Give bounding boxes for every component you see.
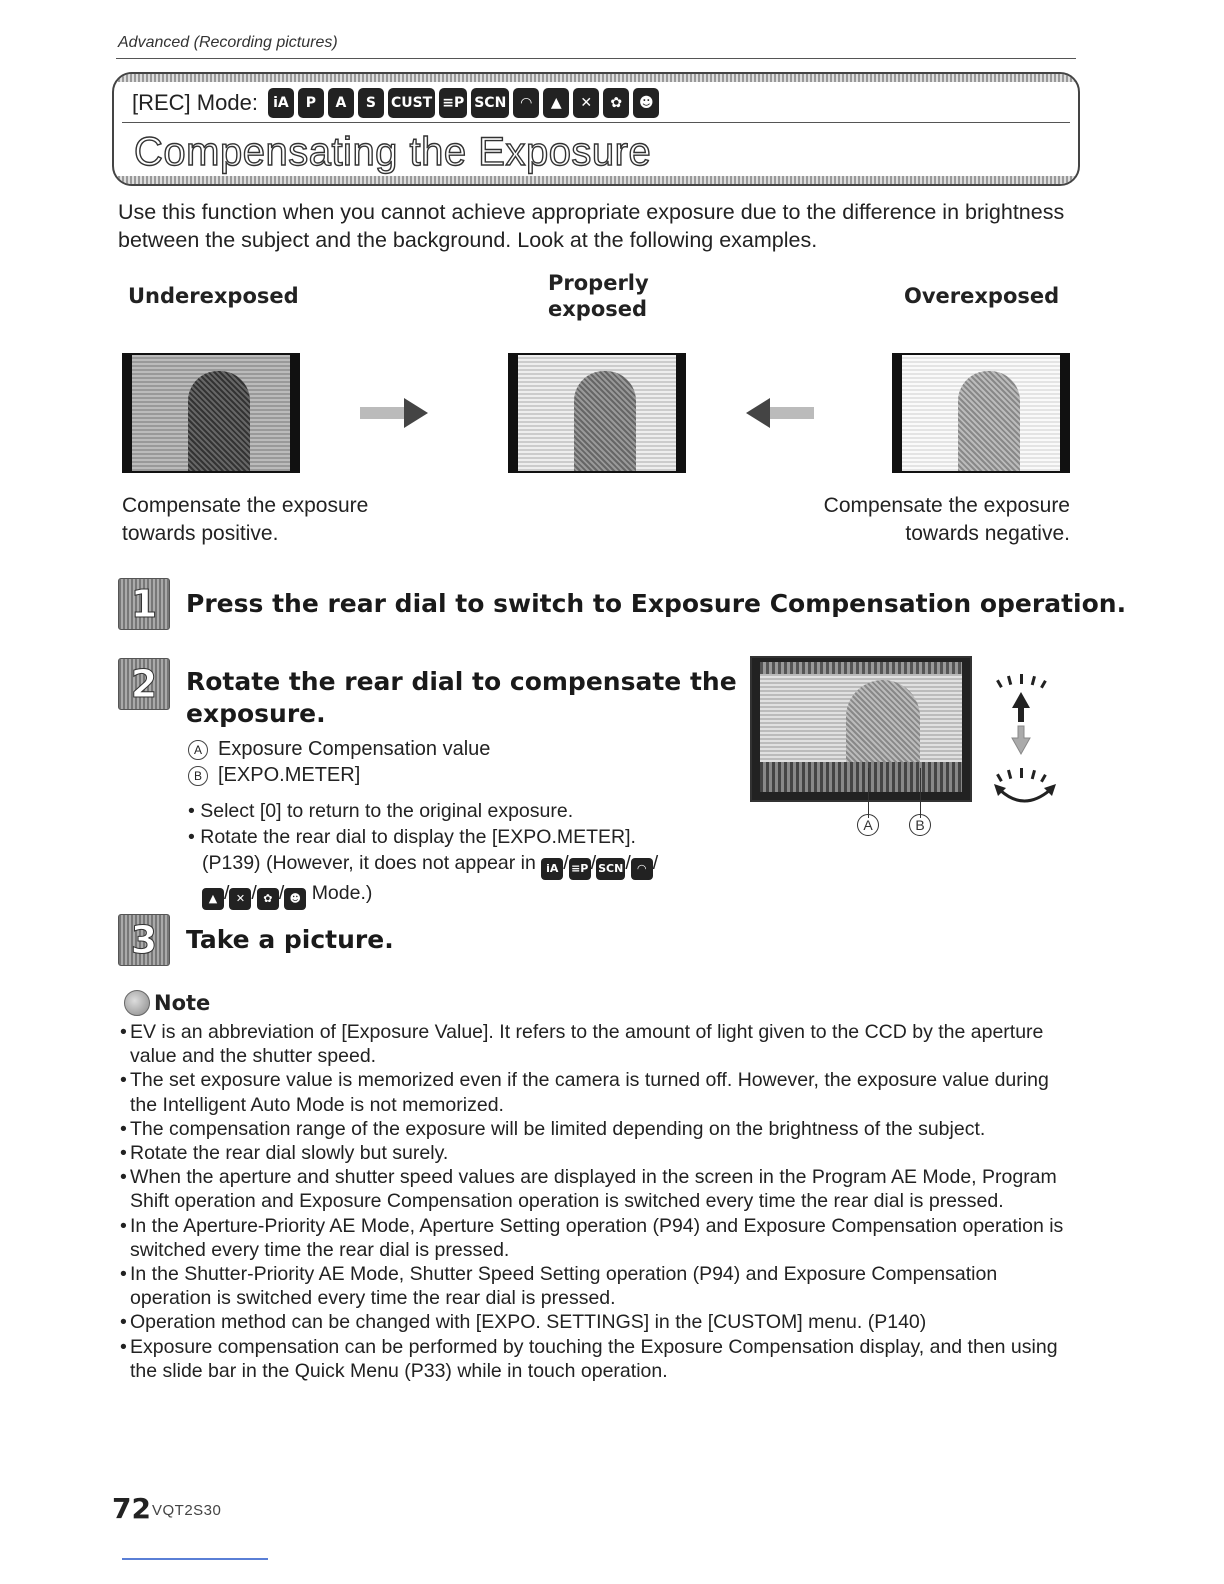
mode-night-portrait-icon: ☻ bbox=[633, 88, 659, 118]
expo-meter-bar bbox=[760, 762, 962, 792]
negative-caption bbox=[824, 492, 1070, 548]
rec-mode-label: [REC] Mode: bbox=[132, 90, 258, 115]
mode-cust-icon: CUST bbox=[388, 88, 435, 118]
note-item: • Exposure compensation can be performed by touching the Exposure Compensation display, and then using the slide bar in the Quick Menu (P33) while in touch operation. bbox=[114, 1335, 1074, 1383]
intro-paragraph: Use this function when you cannot achieve appropriate exposure due to the difference in brightness between the subject and the background. Look at the following examples. bbox=[118, 200, 1065, 252]
mode-ia-icon: iA bbox=[268, 88, 294, 118]
header-rule bbox=[116, 58, 1076, 59]
bullet-select-zero: • Select [0] to return to the original exposure. bbox=[188, 800, 574, 822]
legend-a-text: Exposure Compensation value bbox=[218, 738, 491, 760]
mode-p-icon: P bbox=[298, 88, 324, 118]
bullet-expo-meter-note: (P139) (However, it does not appear in bbox=[202, 852, 536, 874]
mode-scn-icon: SCN bbox=[471, 88, 509, 118]
proper-scene bbox=[518, 355, 676, 471]
mode-scenery-icon: ▲ bbox=[543, 88, 569, 118]
bullet-expo-meter-cont: (P139) (However, it does not appear in iA / ≡P / SCN / ◠ / bbox=[188, 850, 748, 880]
page-title: Compensating the Exposure bbox=[134, 130, 652, 174]
title-box bbox=[112, 72, 1080, 186]
properly-exposed-label-line1: Properly bbox=[548, 271, 649, 295]
positive-caption-line2: towards positive. bbox=[122, 522, 279, 545]
note-icon bbox=[124, 990, 150, 1016]
bullet-expo-meter: • Rotate the rear dial to display the [EXPO.METER]. bbox=[188, 826, 636, 848]
step-2-badge: 2 bbox=[118, 658, 170, 710]
rec-mode-row bbox=[132, 88, 659, 118]
inline-scn-icon: SCN bbox=[596, 858, 625, 880]
step-2-title-line1: Rotate the rear dial to compensate the bbox=[186, 667, 737, 696]
step-1-badge: 1 bbox=[118, 578, 170, 630]
step-2-title bbox=[186, 666, 737, 730]
running-head: Advanced (Recording pictures) bbox=[118, 34, 338, 51]
document-code: VQT2S30 bbox=[152, 1502, 222, 1519]
arrow-left-icon bbox=[744, 396, 814, 430]
inline-portrait-icon: ◠ bbox=[631, 858, 653, 880]
underexposed-photo bbox=[122, 353, 300, 473]
inline-night-portrait-icon: ☻ bbox=[284, 888, 306, 910]
step-3-badge: 3 bbox=[118, 914, 170, 966]
note-item: • The set exposure value is memorized even if the camera is turned off. However, the exposure value during the Intelligent Auto Mode is not memorized. bbox=[114, 1068, 1074, 1116]
note-item: • In the Aperture-Priority AE Mode, Aperture Setting operation (P94) and Exposure Compensation operation is switched every time the rear dial is pressed. bbox=[114, 1214, 1074, 1262]
mode-sports-icon: ✕ bbox=[573, 88, 599, 118]
mode-s-icon: S bbox=[358, 88, 384, 118]
title-rule bbox=[122, 122, 1070, 123]
note-item: • In the Shutter-Priority AE Mode, Shutter Speed Setting operation (P94) and Exposure Compensation operation is switched every time the rear dial is pressed. bbox=[114, 1262, 1074, 1310]
overexposed-label: Overexposed bbox=[904, 284, 1060, 308]
rear-dial-icon bbox=[990, 666, 1066, 810]
step-3-title: Take a picture. bbox=[186, 925, 394, 954]
bullet-expo-meter-text: Rotate the rear dial to display the [EXPO.METER]. bbox=[200, 826, 636, 848]
callout-a: A bbox=[857, 814, 879, 836]
lcd-subject bbox=[846, 680, 920, 770]
mode-my-color-icon: ≡P bbox=[439, 88, 467, 118]
callout-a-marker: A bbox=[188, 740, 208, 760]
mode-a-icon: A bbox=[328, 88, 354, 118]
step-2-title-line2: exposure. bbox=[186, 699, 326, 728]
proper-photo bbox=[508, 353, 686, 473]
negative-caption-line1: Compensate the exposure bbox=[823, 494, 1070, 517]
step-1-title: Press the rear dial to switch to Exposure Compensation operation. bbox=[186, 589, 1127, 618]
inline-sports-icon: ✕ bbox=[229, 888, 251, 910]
underexposed-scene bbox=[132, 355, 290, 471]
properly-exposed-label bbox=[548, 270, 649, 322]
callout-b-marker: B bbox=[188, 766, 208, 786]
callout-b: B bbox=[909, 814, 931, 836]
overexposed-subject bbox=[958, 371, 1020, 471]
inline-scenery-icon: ▲ bbox=[202, 888, 224, 910]
inline-closeup-icon: ✿ bbox=[257, 888, 279, 910]
inline-my-color-icon: ≡P bbox=[569, 858, 591, 880]
footer-link-rule bbox=[122, 1558, 268, 1560]
note-item: • Rotate the rear dial slowly but surely. bbox=[114, 1141, 1074, 1165]
note-item: • When the aperture and shutter speed values are displayed in the screen in the Program AE Mode, Program Shift operation and Exposure Compensation operation is switched every time the rear dial is pressed. bbox=[114, 1165, 1074, 1213]
mode-closeup-icon: ✿ bbox=[603, 88, 629, 118]
bullet-expo-meter-mode: Mode.) bbox=[311, 882, 373, 904]
positive-caption-line1: Compensate the exposure bbox=[122, 494, 369, 517]
callout-a-line bbox=[868, 768, 869, 818]
mode-portrait-icon: ◠ bbox=[513, 88, 539, 118]
bullet-select-zero-text: Select [0] to return to the original exposure. bbox=[200, 800, 574, 822]
legend-b bbox=[188, 764, 360, 787]
step-2-bullets bbox=[188, 798, 748, 910]
note-item: • The compensation range of the exposure will be limited depending on the brightness of the subject. bbox=[114, 1117, 1074, 1141]
inline-ia-icon: iA bbox=[541, 858, 563, 880]
note-heading bbox=[124, 990, 210, 1016]
note-heading-text: Note bbox=[154, 991, 211, 1015]
arrow-right-icon bbox=[360, 396, 430, 430]
legend-b-text: [EXPO.METER] bbox=[218, 764, 361, 786]
underexposed-subject bbox=[188, 371, 250, 471]
bullet-expo-meter-cont2: ▲ / ✕ / ✿ / ☻ Mode.) bbox=[188, 880, 748, 910]
note-item: • EV is an abbreviation of [Exposure Value]. It refers to the amount of light given to the CCD by the aperture value and the shutter speed. bbox=[114, 1020, 1074, 1068]
properly-exposed-label-line2: exposed bbox=[548, 297, 648, 321]
camera-screen-illustration bbox=[750, 656, 972, 802]
page-number: 72 bbox=[112, 1492, 151, 1525]
note-item: • Operation method can be changed with [EXPO. SETTINGS] in the [CUSTOM] menu. (P140) bbox=[114, 1310, 1074, 1334]
callout-b-line bbox=[920, 768, 921, 818]
underexposed-label: Underexposed bbox=[128, 284, 299, 308]
lcd-status-bar bbox=[760, 662, 962, 674]
proper-subject bbox=[574, 371, 636, 471]
legend-a bbox=[188, 738, 490, 761]
negative-caption-line2: towards negative. bbox=[905, 522, 1070, 545]
overexposed-photo bbox=[892, 353, 1070, 473]
positive-caption bbox=[122, 492, 368, 548]
note-list bbox=[114, 1020, 1074, 1383]
overexposed-scene bbox=[902, 355, 1060, 471]
